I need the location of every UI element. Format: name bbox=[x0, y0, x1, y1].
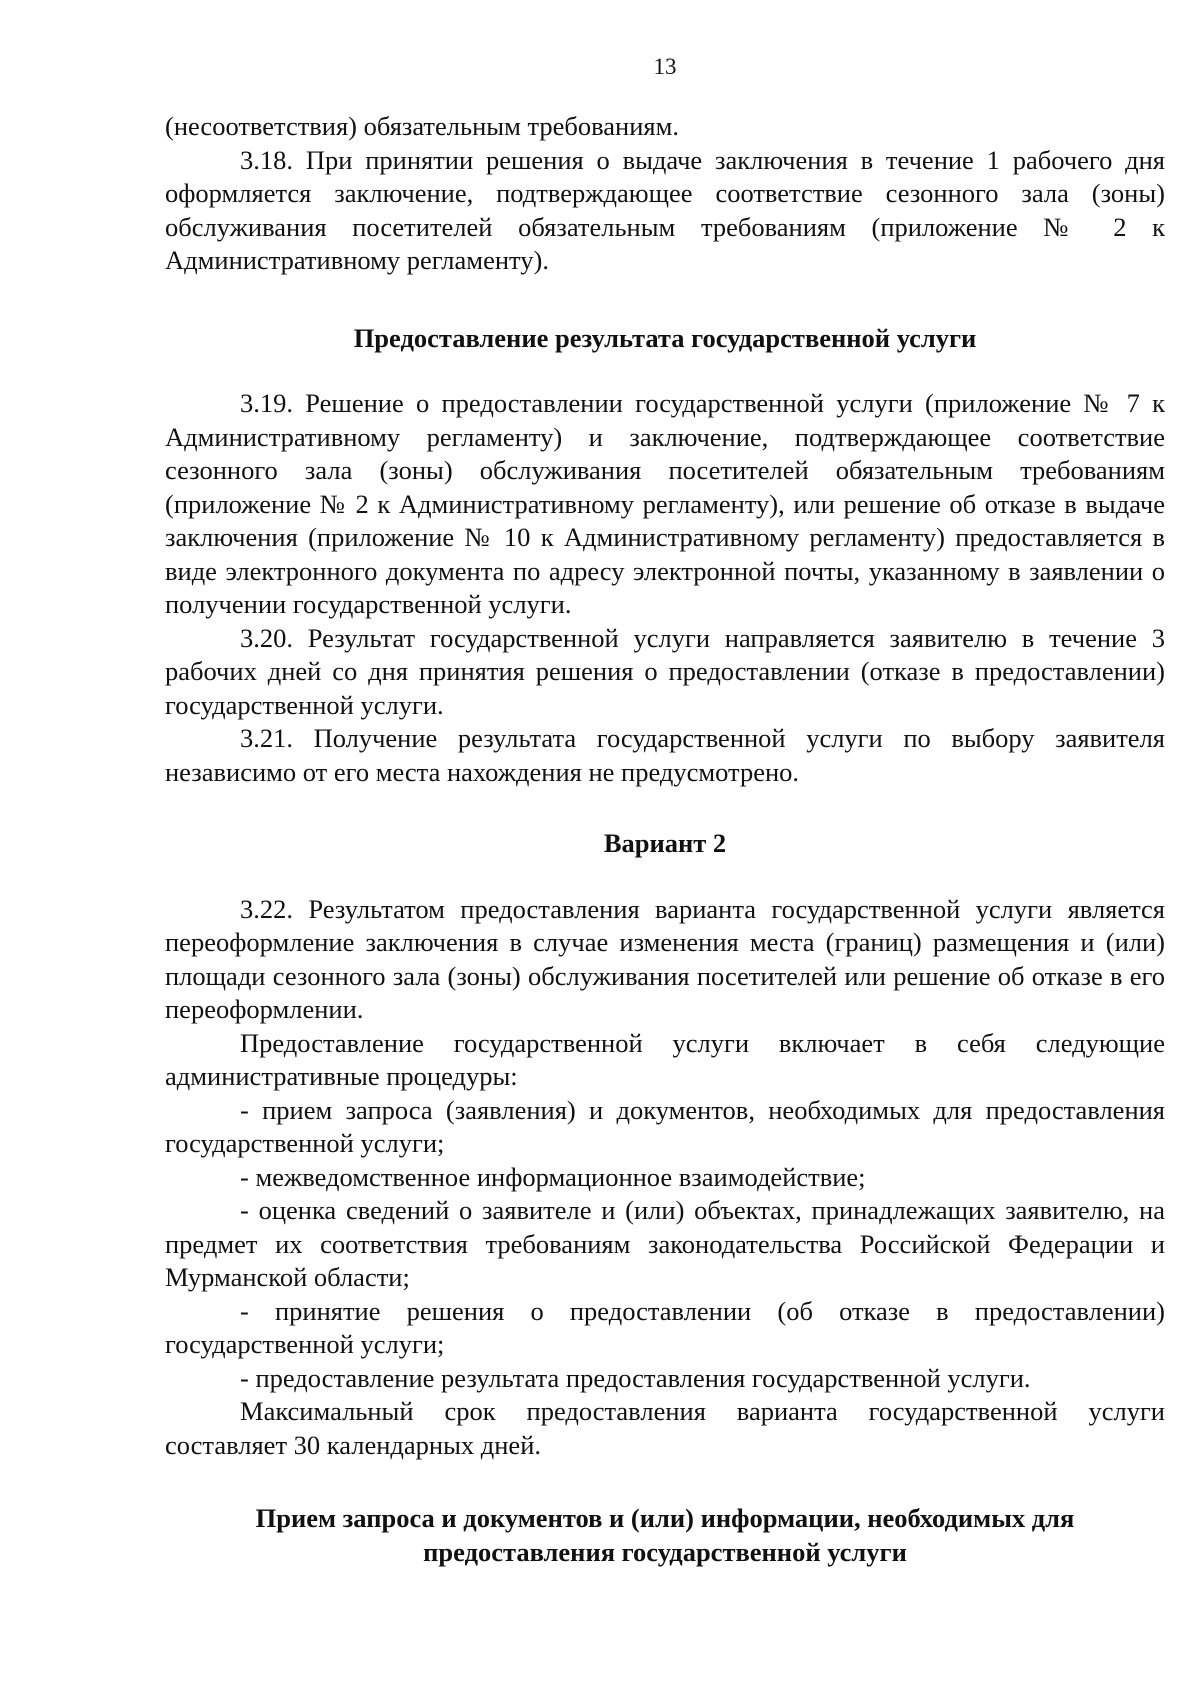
section-heading-result: Предоставление результата государственной услуги bbox=[353, 322, 977, 353]
list-item-assessment: - оценка сведений о заявителе и (или) объектах, принадлежащих заявителю, на предмет их соответствия требованиям законодательства Российской Федерации и Мурманской области; bbox=[165, 1195, 1165, 1292]
list-item-reception: - прием запроса (заявления) и документов, необходимых для предоставления государственной услуги; bbox=[165, 1094, 1165, 1158]
paragraph-3-21: 3.21. Получение результата государственной услуги по выбору заявителя независимо от его места нахождения не предусмотрено. bbox=[165, 723, 1165, 787]
paragraph-continuation: (несоответствия) обязательным требованиям. bbox=[165, 111, 679, 141]
list-item-interagency: - межведомственное информационное взаимодействие; bbox=[240, 1161, 866, 1192]
page-number: 13 bbox=[653, 54, 677, 79]
paragraph-3-19: 3.19. Решение о предоставлении государственной услуги (приложение № 7 к Административному регламенту) и заключение, подтверждающее соответствие сезонного зала (зоны) обслуживания посетителей обязательным требованиям (приложение № 2 к Административному регламенту), или решение об отказе в выдаче заключения (приложение № 10 к Административному регламенту) предоставляется в виде электронного документа по адресу электронной почты, указанному в заявлении о получении государственной услуги. bbox=[165, 388, 1165, 619]
section-heading-reception: Прием запроса и документов и (или) информации, необходимых для предоставления государственной услуги bbox=[255, 1503, 1075, 1567]
paragraph-3-18: 3.18. При принятии решения о выдаче заключения в течение 1 рабочего дня оформляется заключение, подтверждающее соответствие сезонного зала (зоны) обслуживания посетителей обязательным требованиям (приложение № 2 к Административному регламенту). bbox=[165, 144, 1165, 275]
paragraph-procedures-intro: Предоставление государственной услуги включает в себя следующие административные процедуры: bbox=[165, 1027, 1165, 1091]
list-item-result-delivery: - предоставление результата предоставления государственной услуги. bbox=[240, 1362, 1031, 1393]
paragraph-3-20: 3.20. Результат государственной услуги направляется заявителю в течение 3 рабочих дней со дня принятия решения о предоставлении (отказе в предоставлении) государственной услуги. bbox=[165, 622, 1165, 720]
document-page bbox=[165, 0, 1165, 1692]
section-heading-variant-2: Вариант 2 bbox=[603, 828, 727, 858]
list-item-decision: - принятие решения о предоставлении (об отказе в предоставлении) государственной услуги; bbox=[165, 1295, 1165, 1359]
paragraph-max-term: Максимальный срок предоставления варианта государственной услуги составляет 30 календарных дней. bbox=[165, 1396, 1165, 1460]
document-body bbox=[165, 110, 1165, 1569]
paragraph-3-22: 3.22. Результатом предоставления варианта государственной услуги является переоформление заключения в случае изменения места (границ) размещения и (или) площади сезонного зала (зоны) обслуживания посетителей или решение об отказе в его переоформлении. bbox=[165, 893, 1165, 1024]
